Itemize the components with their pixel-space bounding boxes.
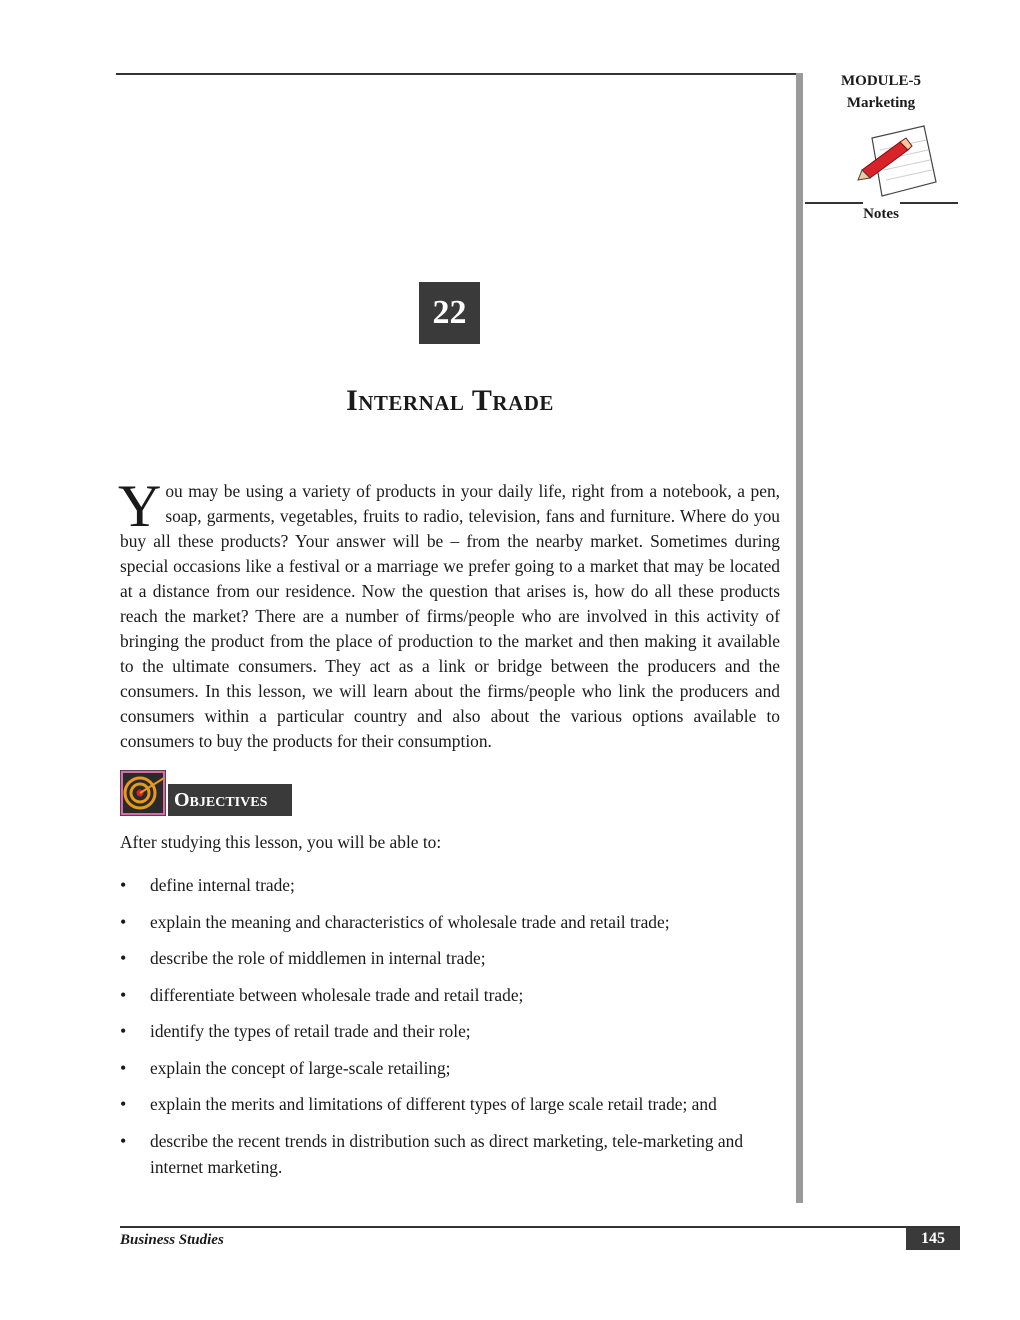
module-number: MODULE-5: [841, 73, 921, 89]
objectives-target-icon: [120, 770, 166, 816]
notes-rule-right: [900, 202, 958, 204]
top-rule: [116, 73, 800, 75]
module-subject: Marketing: [846, 95, 916, 111]
objectives-lead: After studying this lesson, you will be able to:: [120, 832, 442, 852]
list-item: • differentiate between wholesale trade and retail trade;: [120, 982, 780, 1008]
footer-rule: [120, 1226, 960, 1228]
list-item: • identify the types of retail trade and their role;: [120, 1018, 780, 1044]
module-header: [818, 70, 944, 114]
notes-rule-left: [805, 202, 863, 204]
intro-paragraph: [118, 473, 780, 754]
notes-label: Notes: [863, 206, 899, 222]
list-item: • describe the recent trends in distribution such as direct marketing, tele-marketing and internet marketing.: [120, 1128, 780, 1180]
objectives-list: [120, 872, 780, 1190]
margin-bar: [796, 73, 803, 1203]
chapter-number: 22: [419, 282, 480, 344]
list-item: • explain the merits and limitations of different types of large scale retail trade; and: [120, 1091, 780, 1117]
list-item: • describe the role of middlemen in internal trade;: [120, 945, 780, 971]
footer-book-title: Business Studies: [120, 1232, 224, 1248]
intro-text: ou may be using a variety of products in your daily life, right from a notebook, a pen, soap, garments, vegetables, fruits to radio, television, fans and furniture. Where do you buy all these products? Your answer will be – from the nearby market. Sometimes during special occasions like a festival or a marriage we prefer going to a market that may be located at a distance from our residence. Now the question that arises is, how do all these products reach the market? There are a number of firms/people who are involved in this activity of bringing the product from the place of production to the market and then making it available to the ultimate consumers. They act as a link or bridge between the producers and the consumers. In this lesson, we will learn about the firms/people who link the producers and consumers within a particular country and also about the various options available to consumers to buy the products for their consumption.: [120, 481, 780, 751]
drop-cap: Y: [118, 473, 162, 539]
notes-pencil-icon: [852, 124, 938, 204]
objectives-heading: Objectives: [168, 784, 292, 816]
list-item: • explain the meaning and characteristics of wholesale trade and retail trade;: [120, 909, 780, 935]
page-number: 145: [906, 1228, 960, 1250]
list-item: • define internal trade;: [120, 872, 780, 898]
list-item: • explain the concept of large-scale retailing;: [120, 1055, 780, 1081]
chapter-title: Internal Trade: [346, 384, 554, 417]
